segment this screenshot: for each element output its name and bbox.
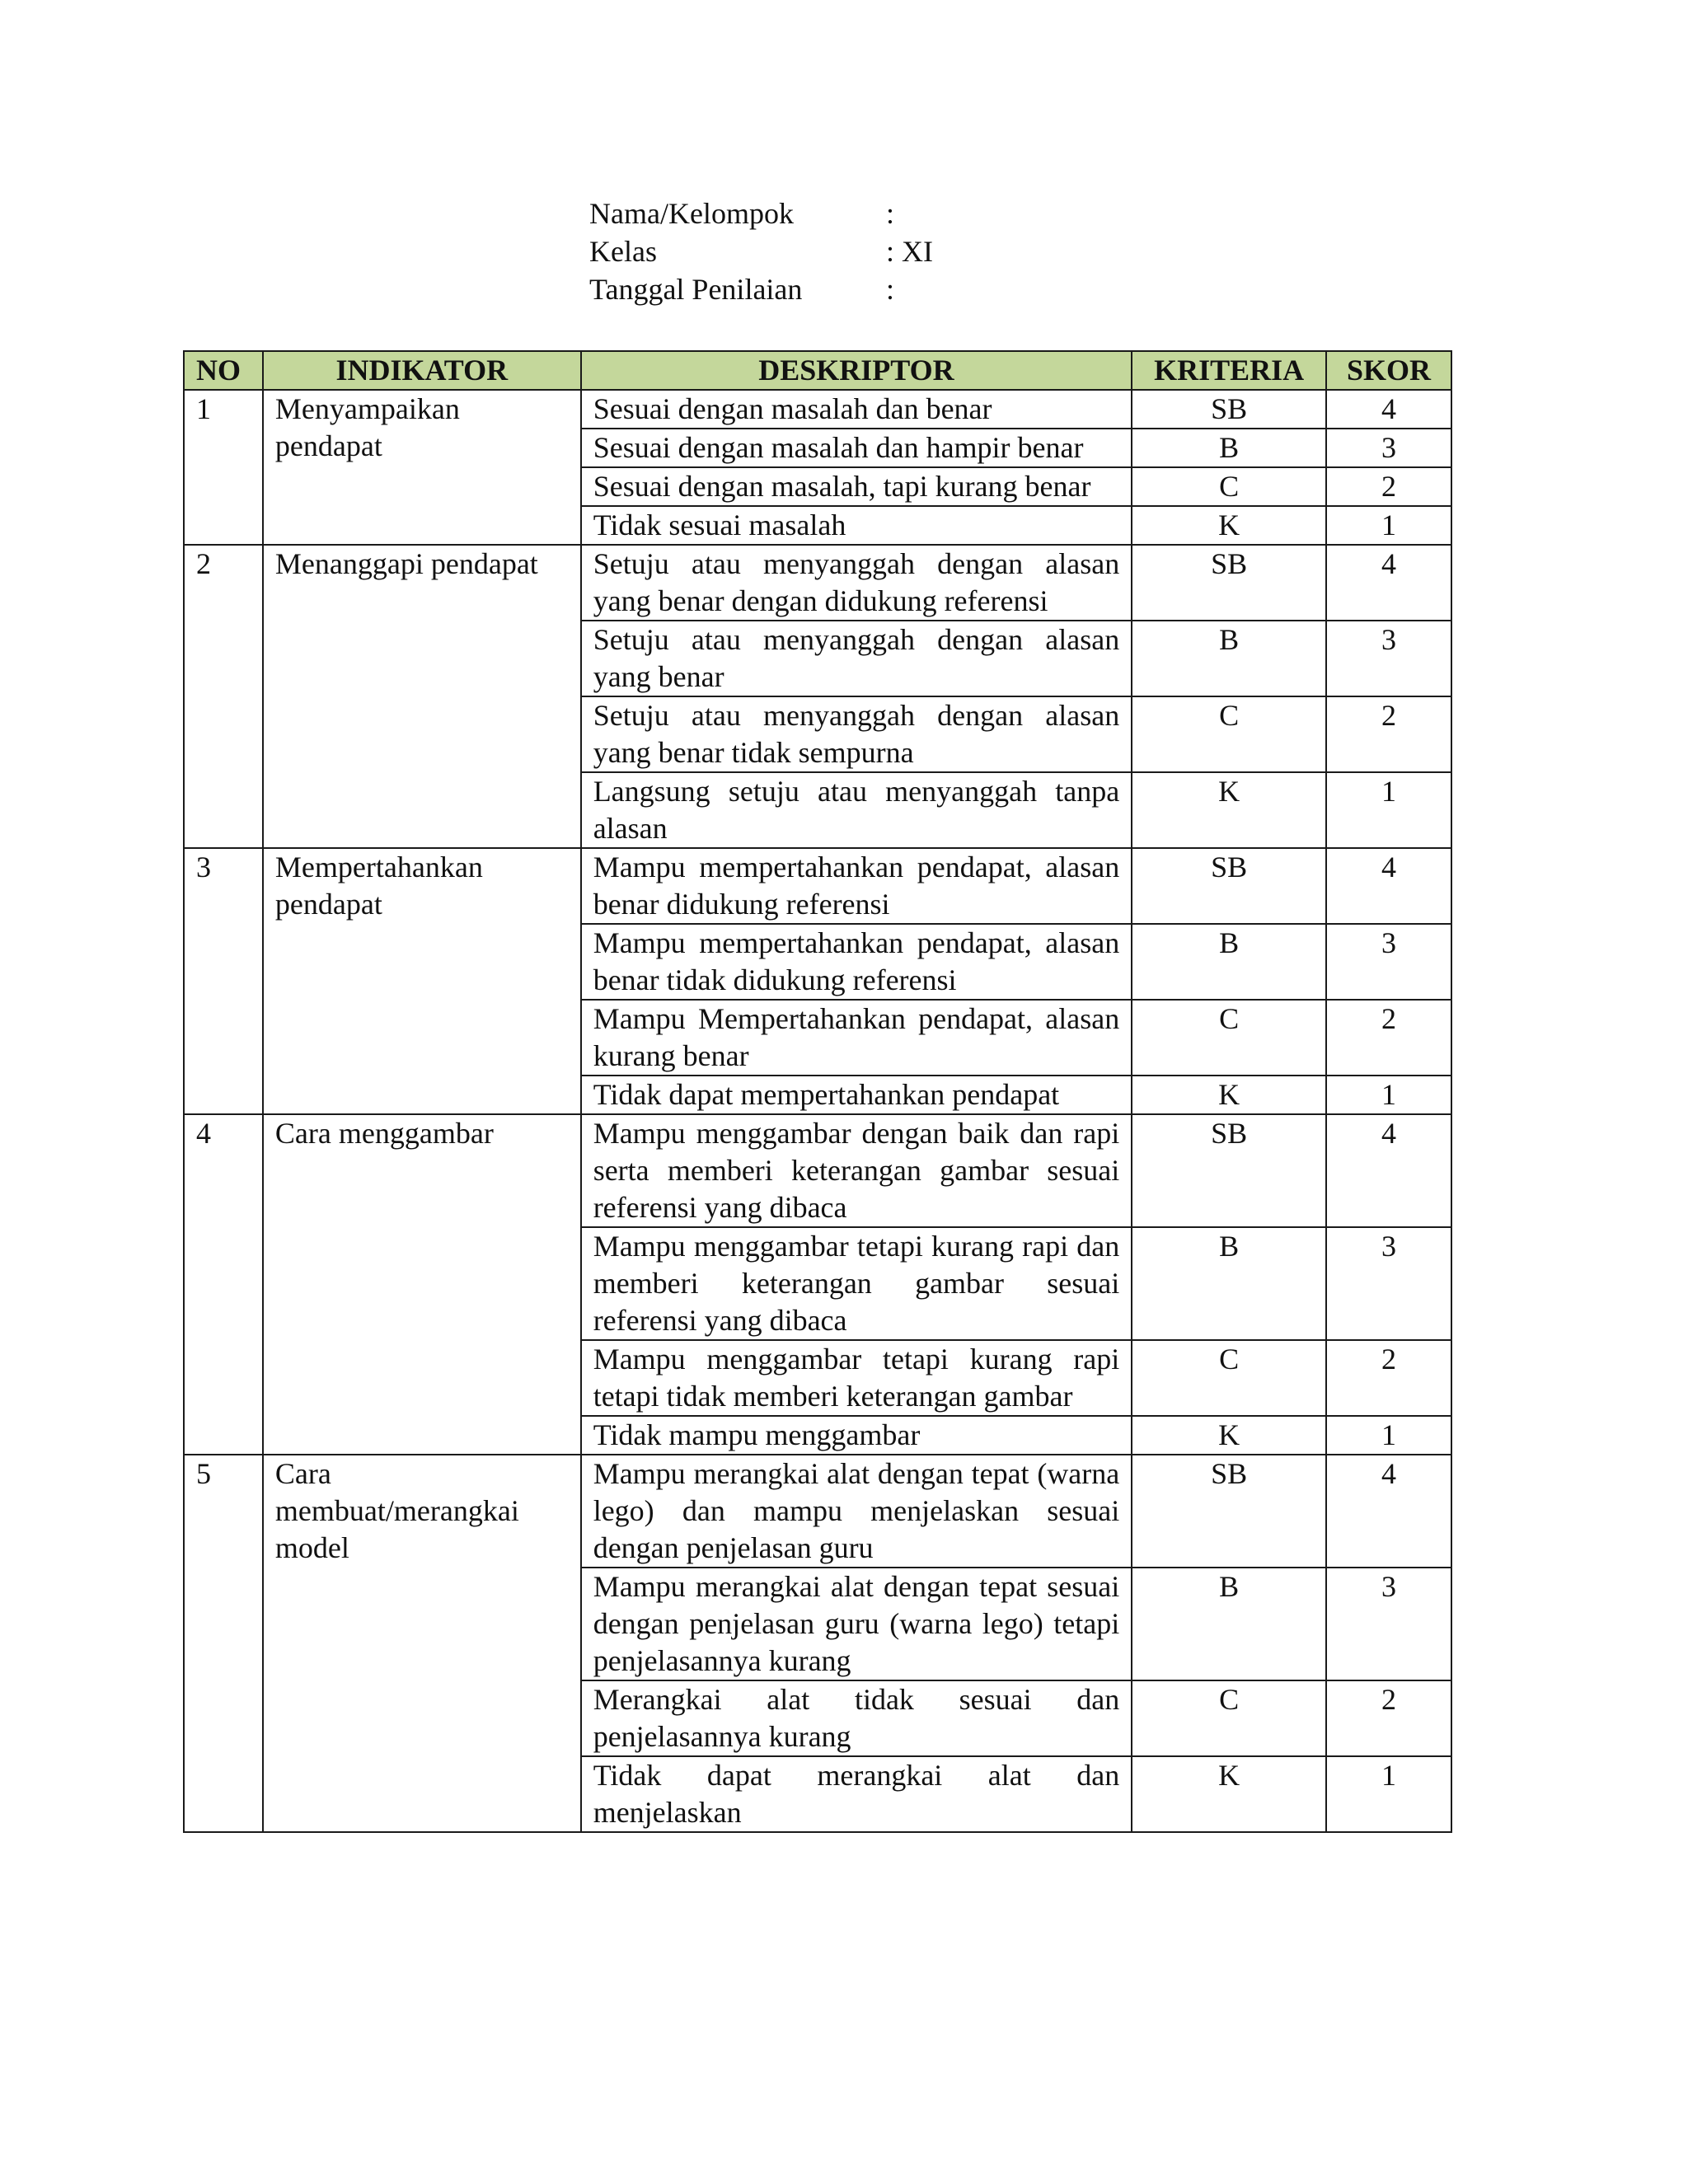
cell-indikator: Menanggapi pendapat xyxy=(263,545,581,848)
field-value: : xyxy=(886,273,895,306)
cell-skor: 1 xyxy=(1326,1756,1451,1832)
field-value: : XI xyxy=(886,235,933,268)
field-label: Kelas xyxy=(589,235,657,268)
field-tanggal-penilaian xyxy=(589,270,933,308)
cell-no: 3 xyxy=(184,848,263,1114)
cell-deskriptor: Tidak sesuai masalah xyxy=(581,506,1132,545)
cell-kriteria: K xyxy=(1132,772,1326,848)
cell-deskriptor: Mampu menggambar tetapi kurang rapi tetapi tidak memberi keterangan gambar xyxy=(581,1340,1132,1416)
cell-kriteria: K xyxy=(1132,1756,1326,1832)
table-row xyxy=(184,545,1451,621)
cell-skor: 1 xyxy=(1326,506,1451,545)
cell-skor: 4 xyxy=(1326,1114,1451,1227)
cell-kriteria: B xyxy=(1132,621,1326,696)
cell-kriteria: SB xyxy=(1132,1114,1326,1227)
cell-skor: 4 xyxy=(1326,390,1451,429)
cell-kriteria: C xyxy=(1132,1680,1326,1756)
cell-kriteria: C xyxy=(1132,467,1326,506)
cell-deskriptor: Mampu menggambar tetapi kurang rapi dan memberi keterangan gambar sesuai referensi yang dibaca xyxy=(581,1227,1132,1340)
cell-kriteria: SB xyxy=(1132,545,1326,621)
rubric-body xyxy=(184,390,1451,1832)
cell-skor: 1 xyxy=(1326,1416,1451,1455)
cell-deskriptor: Langsung setuju atau menyanggah tanpa alasan xyxy=(581,772,1132,848)
cell-deskriptor: Sesuai dengan masalah dan hampir benar xyxy=(581,429,1132,467)
cell-kriteria: C xyxy=(1132,1000,1326,1076)
cell-deskriptor: Mampu mempertahankan pendapat, alasan benar didukung referensi xyxy=(581,848,1132,924)
assessment-rubric-table xyxy=(183,350,1452,1833)
cell-deskriptor: Setuju atau menyanggah dengan alasan yang benar xyxy=(581,621,1132,696)
cell-kriteria: K xyxy=(1132,1076,1326,1114)
cell-no: 2 xyxy=(184,545,263,848)
cell-no: 5 xyxy=(184,1455,263,1832)
cell-deskriptor: Merangkai alat tidak sesuai dan penjelasannya kurang xyxy=(581,1680,1132,1756)
cell-skor: 1 xyxy=(1326,1076,1451,1114)
cell-deskriptor: Setuju atau menyanggah dengan alasan yang benar dengan didukung referensi xyxy=(581,545,1132,621)
field-value: : xyxy=(886,197,895,230)
cell-skor: 2 xyxy=(1326,696,1451,772)
cell-deskriptor: Tidak dapat merangkai alat dan menjelaskan xyxy=(581,1756,1132,1832)
cell-no: 1 xyxy=(184,390,263,545)
header-row xyxy=(184,351,1451,390)
header-no: NO xyxy=(184,351,263,390)
cell-no: 4 xyxy=(184,1114,263,1455)
cell-skor: 2 xyxy=(1326,1680,1451,1756)
field-label: Nama/Kelompok xyxy=(589,197,794,230)
cell-skor: 2 xyxy=(1326,467,1451,506)
table-row xyxy=(184,1455,1451,1568)
cell-skor: 3 xyxy=(1326,429,1451,467)
cell-skor: 3 xyxy=(1326,1227,1451,1340)
cell-indikator: Cara membuat/merangkai model xyxy=(263,1455,581,1832)
cell-deskriptor: Mampu merangkai alat dengan tepat (warna lego) dan mampu menjelaskan sesuai dengan penjelasan guru xyxy=(581,1455,1132,1568)
cell-skor: 2 xyxy=(1326,1000,1451,1076)
header-deskriptor: DESKRIPTOR xyxy=(581,351,1132,390)
cell-deskriptor: Mampu mempertahankan pendapat, alasan benar tidak didukung referensi xyxy=(581,924,1132,1000)
header-indikator: INDIKATOR xyxy=(263,351,581,390)
cell-skor: 3 xyxy=(1326,1568,1451,1680)
cell-skor: 3 xyxy=(1326,621,1451,696)
cell-kriteria: SB xyxy=(1132,848,1326,924)
cell-skor: 4 xyxy=(1326,1455,1451,1568)
cell-kriteria: C xyxy=(1132,1340,1326,1416)
cell-skor: 3 xyxy=(1326,924,1451,1000)
header-kriteria: KRITERIA xyxy=(1132,351,1326,390)
table-row xyxy=(184,1114,1451,1227)
cell-kriteria: K xyxy=(1132,506,1326,545)
cell-deskriptor: Tidak mampu menggambar xyxy=(581,1416,1132,1455)
cell-kriteria: B xyxy=(1132,1227,1326,1340)
field-nama-kelompok xyxy=(589,194,933,232)
cell-indikator: Cara menggambar xyxy=(263,1114,581,1455)
cell-skor: 2 xyxy=(1326,1340,1451,1416)
table-row xyxy=(184,848,1451,924)
cell-indikator: Mempertahankan pendapat xyxy=(263,848,581,1114)
table-row xyxy=(184,390,1451,429)
cell-skor: 4 xyxy=(1326,545,1451,621)
cell-kriteria: SB xyxy=(1132,390,1326,429)
field-label: Tanggal Penilaian xyxy=(589,273,803,306)
cell-deskriptor: Sesuai dengan masalah dan benar xyxy=(581,390,1132,429)
cell-kriteria: SB xyxy=(1132,1455,1326,1568)
header-skor: SKOR xyxy=(1326,351,1451,390)
cell-kriteria: B xyxy=(1132,429,1326,467)
cell-skor: 1 xyxy=(1326,772,1451,848)
cell-deskriptor: Setuju atau menyanggah dengan alasan yang benar tidak sempurna xyxy=(581,696,1132,772)
cell-kriteria: K xyxy=(1132,1416,1326,1455)
cell-kriteria: C xyxy=(1132,696,1326,772)
cell-deskriptor: Mampu merangkai alat dengan tepat sesuai dengan penjelasan guru (warna lego) tetapi penjelasannya kurang xyxy=(581,1568,1132,1680)
cell-deskriptor: Mampu menggambar dengan baik dan rapi serta memberi keterangan gambar sesuai referensi yang dibaca xyxy=(581,1114,1132,1227)
identity-fields xyxy=(589,194,933,308)
cell-indikator: Menyampaikan pendapat xyxy=(263,390,581,545)
cell-skor: 4 xyxy=(1326,848,1451,924)
field-kelas xyxy=(589,232,933,270)
cell-deskriptor: Mampu Mempertahankan pendapat, alasan kurang benar xyxy=(581,1000,1132,1076)
cell-deskriptor: Sesuai dengan masalah, tapi kurang benar xyxy=(581,467,1132,506)
cell-deskriptor: Tidak dapat mempertahankan pendapat xyxy=(581,1076,1132,1114)
cell-kriteria: B xyxy=(1132,924,1326,1000)
cell-kriteria: B xyxy=(1132,1568,1326,1680)
